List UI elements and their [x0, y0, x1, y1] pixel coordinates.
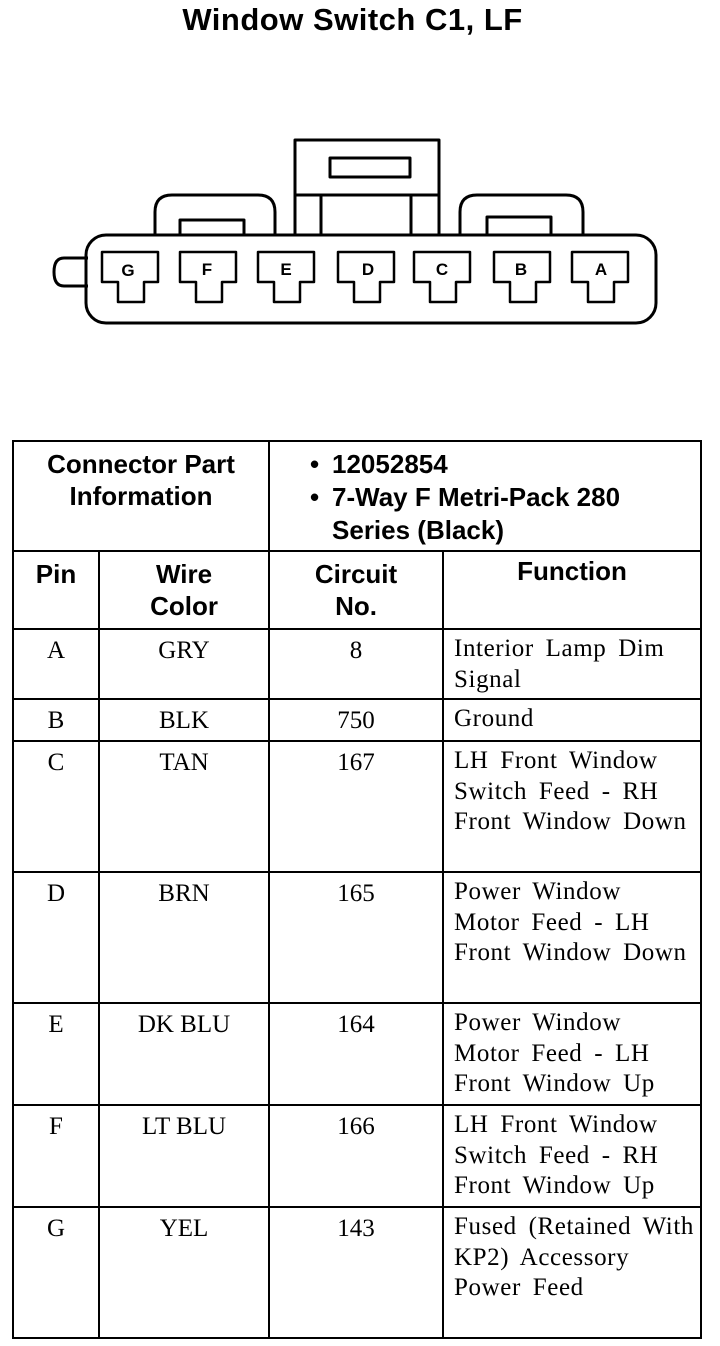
right-lock-bump [460, 195, 583, 235]
pin-label-a: A [594, 260, 608, 279]
table-row [13, 1003, 701, 1105]
pin-cell: B [13, 699, 99, 741]
latch-tab [54, 258, 88, 286]
pin-cell: D [13, 872, 99, 1003]
wire-color-cell: YEL [99, 1207, 269, 1338]
circuit-cell: 164 [269, 1003, 443, 1105]
part-description: • 7-Way F Metri-Pack 280 Series (Black) [310, 481, 700, 547]
wire-color-cell: TAN [99, 741, 269, 872]
connector-diagram [0, 0, 720, 400]
wire-color-cell: BRN [99, 872, 269, 1003]
diagram-title: Window Switch C1, LF [182, 2, 523, 37]
center-key-tower [295, 140, 439, 235]
circuit-cell: 165 [269, 872, 443, 1003]
col-header-pin: Pin [13, 551, 99, 629]
table-row [13, 741, 701, 872]
col-header-function: Function [443, 551, 701, 629]
pin-label-e: E [280, 260, 292, 279]
connector-table [12, 440, 702, 1339]
circuit-cell: 167 [269, 741, 443, 872]
part-info-row [13, 441, 701, 551]
wire-color-cell: BLK [99, 699, 269, 741]
table-row [13, 872, 701, 1003]
col-header-wire-color: Wire Color [99, 551, 269, 629]
part-info-values [269, 441, 701, 551]
table-row [13, 629, 701, 699]
pin-cell: G [13, 1207, 99, 1338]
connector-body [86, 235, 656, 323]
circuit-cell: 8 [269, 629, 443, 699]
right-lock-window [487, 217, 551, 235]
circuit-cell: 166 [269, 1105, 443, 1207]
header-row [13, 551, 701, 629]
part-info-label: Connector Part Information [13, 441, 269, 551]
pin-cell: C [13, 741, 99, 872]
pin-label-f: F [201, 260, 213, 279]
function-cell: Fused (Retained With KP2) Accessory Power Feed [443, 1207, 701, 1338]
tower-slot [330, 158, 410, 177]
pin-cell: E [13, 1003, 99, 1105]
function-cell: Power Window Motor Feed - LH Front Window Up [443, 1003, 701, 1105]
pin-label-d: D [361, 260, 375, 279]
pin-cell: F [13, 1105, 99, 1207]
pin-cell: A [13, 629, 99, 699]
table-row [13, 1105, 701, 1207]
part-number: • 12052854 [310, 448, 700, 481]
wire-color-cell: DK BLU [99, 1003, 269, 1105]
pin-label-g: G [121, 261, 135, 280]
pin-label-c: C [435, 260, 449, 279]
function-cell: LH Front Window Switch Feed - RH Front Window Up [443, 1105, 701, 1207]
left-lock-window [180, 220, 244, 235]
left-lock-bump [155, 195, 275, 235]
pin-label-b: B [514, 260, 528, 279]
col-header-circuit-no: Circuit No. [269, 551, 443, 629]
wire-color-cell: LT BLU [99, 1105, 269, 1207]
function-cell: Ground [443, 699, 701, 741]
table-row [13, 1207, 701, 1338]
circuit-cell: 750 [269, 699, 443, 741]
wire-color-cell: GRY [99, 629, 269, 699]
table-row [13, 699, 701, 741]
function-cell: Interior Lamp Dim Signal [443, 629, 701, 699]
function-cell: Power Window Motor Feed - LH Front Window Down [443, 872, 701, 1003]
circuit-cell: 143 [269, 1207, 443, 1338]
function-cell: LH Front Window Switch Feed - RH Front Window Down [443, 741, 701, 872]
